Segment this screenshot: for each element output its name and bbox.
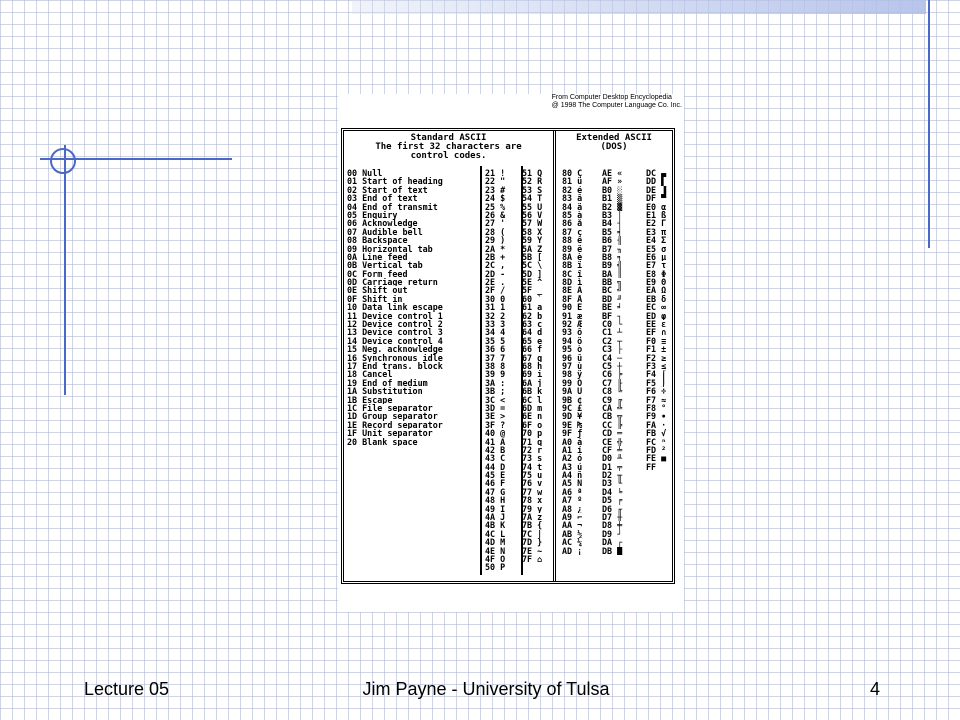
list-item: AE « xyxy=(602,169,623,178)
list-item: 09 Horizontal tab xyxy=(347,244,433,253)
list-item: 9F ƒ xyxy=(562,429,583,438)
list-item: 19 End of medium xyxy=(347,378,428,388)
list-item: 67 g xyxy=(522,353,543,362)
list-item: 5B [ xyxy=(522,252,543,262)
list-item: CC ╠ xyxy=(602,420,623,430)
list-item: D4 ╘ xyxy=(602,487,623,497)
list-item: FE ■ xyxy=(646,454,667,463)
list-item: A5 Ñ xyxy=(562,479,583,488)
list-item: A1 í xyxy=(562,445,583,455)
list-item: CF ╧ xyxy=(602,445,623,455)
list-item: 60 ` xyxy=(522,294,543,304)
list-item: A8 ¿ xyxy=(562,504,583,514)
list-item: 72 r xyxy=(522,445,543,455)
list-item: 37 7 xyxy=(485,353,506,362)
list-item: 88 ê xyxy=(562,236,583,245)
list-item: 9E ₧ xyxy=(562,420,583,430)
list-item: 8A è xyxy=(562,252,583,262)
list-item: 22 " xyxy=(485,177,506,186)
list-item: 7B { xyxy=(522,521,543,530)
extended-ascii-title: Extended ASCII xyxy=(576,133,652,143)
list-item: 7F ⌂ xyxy=(522,554,543,564)
list-item: A9 ⌐ xyxy=(562,513,583,522)
list-item: 2A * xyxy=(485,244,506,253)
list-item: 28 ( xyxy=(485,227,506,237)
list-item: 2B + xyxy=(485,252,506,262)
list-item: 17 End trans. block xyxy=(347,361,443,371)
list-item: 74 t xyxy=(522,462,543,472)
list-item: EF ∩ xyxy=(646,328,667,337)
list-item: 05 Enquiry xyxy=(347,210,398,220)
ascii-figure xyxy=(338,94,684,612)
list-item: E1 ß xyxy=(646,210,667,220)
list-item: 1B Escape xyxy=(347,395,393,404)
list-item: DB █ xyxy=(602,546,623,555)
list-item: 9D ¥ xyxy=(562,412,583,421)
list-item: 9A Ü xyxy=(562,387,583,396)
list-item: 7E ~ xyxy=(522,546,543,555)
list-item: 18 Cancel xyxy=(347,370,393,379)
list-item: EC ∞ xyxy=(646,303,667,312)
list-item: 26 & xyxy=(485,210,506,220)
list-item: 3C < xyxy=(485,395,506,404)
list-item: 1F Unit separator xyxy=(347,429,433,438)
list-item: 61 a xyxy=(522,303,543,312)
list-item: FC ⁿ xyxy=(646,437,667,446)
list-item: F9 ∙ xyxy=(646,412,667,421)
list-item: 21 ! xyxy=(485,169,506,178)
list-item: 2D - xyxy=(485,269,506,279)
list-item: F1 ± xyxy=(646,345,667,354)
footer-center: Jim Payne - University of Tulsa xyxy=(362,679,610,699)
list-item: 0D Carriage return xyxy=(347,278,438,287)
list-item: 0C Form feed xyxy=(347,269,408,279)
list-item: 0B Vertical tab xyxy=(347,261,423,270)
list-item: 07 Audible bell xyxy=(347,227,423,237)
list-item: C6 ╞ xyxy=(602,370,623,379)
list-item: EB δ xyxy=(646,294,667,304)
list-item: 3F ? xyxy=(485,420,506,430)
list-item: 81 ü xyxy=(562,177,583,186)
list-item: 23 # xyxy=(485,185,506,195)
list-item: 56 V xyxy=(522,210,543,220)
list-item: B3 │ xyxy=(602,210,623,220)
list-item: 48 H xyxy=(485,496,506,505)
list-item: B8 ╕ xyxy=(602,252,623,262)
list-item: D8 ╪ xyxy=(602,521,623,530)
list-item: 3B ; xyxy=(485,387,506,396)
list-item: E7 τ xyxy=(646,261,667,270)
list-item: 51 Q xyxy=(522,169,543,178)
list-item: DD ▌ xyxy=(646,177,667,186)
list-item: 6C l xyxy=(522,395,543,404)
list-item: 45 E xyxy=(485,471,506,480)
control-code-list xyxy=(347,169,480,446)
list-item: 3D = xyxy=(485,403,506,413)
list-item: 92 Æ xyxy=(562,320,583,329)
list-item: 85 à xyxy=(562,210,583,220)
list-item: BD ╜ xyxy=(602,294,623,304)
list-item: 38 8 xyxy=(485,361,506,371)
list-item: F3 ≤ xyxy=(646,361,667,371)
list-item: A7 º xyxy=(562,496,583,505)
list-item: 70 p xyxy=(522,429,543,438)
top-gradient-bar xyxy=(352,0,926,14)
list-item: 43 C xyxy=(485,454,506,463)
list-item: 41 A xyxy=(485,437,506,446)
list-item: D3 ╙ xyxy=(602,479,623,488)
list-item: 53 S xyxy=(522,185,543,195)
list-item: 87 ç xyxy=(562,227,583,237)
list-item: E5 σ xyxy=(646,244,667,253)
list-item: 54 T xyxy=(522,194,543,203)
list-item: 20 Blank space xyxy=(347,437,418,446)
list-item: 06 Acknowledge xyxy=(347,219,418,228)
list-item: 15 Neg. acknowledge xyxy=(347,345,443,354)
list-item: 30 0 xyxy=(485,294,506,304)
list-item: 2F / xyxy=(485,286,506,295)
list-item: 42 B xyxy=(485,445,506,455)
list-item: 4F O xyxy=(485,554,506,564)
list-item: 8C î xyxy=(562,269,583,279)
list-item: 68 h xyxy=(522,361,543,371)
standard-ascii-title: Standard ASCII xyxy=(410,133,487,143)
list-item: 59 Y xyxy=(522,236,543,245)
list-item: FD ² xyxy=(646,445,667,455)
list-item: B0 ░ xyxy=(602,185,623,195)
figure-credit xyxy=(552,94,682,110)
list-item: ED φ xyxy=(646,311,667,321)
list-item: 16 Synchronous idle xyxy=(347,353,443,362)
list-item: AC ¼ xyxy=(562,538,583,547)
list-item: 62 b xyxy=(522,311,543,321)
list-item: 80 Ç xyxy=(562,169,583,178)
list-item: 8B ï xyxy=(562,261,583,270)
list-item: 03 End of text xyxy=(347,194,418,203)
list-item: E3 π xyxy=(646,227,667,237)
standard-ascii-subtitle-2: control codes. xyxy=(410,151,487,161)
list-item: E6 µ xyxy=(646,252,667,262)
list-item: C1 ┴ xyxy=(602,328,623,337)
list-item: B5 ╡ xyxy=(602,227,623,237)
list-item: 93 ô xyxy=(562,328,583,337)
list-item: BB ╗ xyxy=(602,278,623,287)
list-item: 1C File separator xyxy=(347,403,433,413)
list-item: B2 ▓ xyxy=(602,202,623,211)
list-item: DA ┌ xyxy=(602,538,623,547)
list-item: 77 w xyxy=(522,487,543,497)
list-item: 6B k xyxy=(522,387,543,396)
list-item: C7 ╟ xyxy=(602,378,623,388)
list-item: A6 ª xyxy=(562,487,583,497)
list-item: C0 └ xyxy=(602,320,623,329)
list-item: AB ½ xyxy=(562,529,583,539)
list-item: 6F o xyxy=(522,420,543,430)
list-item: 89 ë xyxy=(562,244,583,253)
extended-ascii-subtitle: (DOS) xyxy=(600,142,628,152)
page-number: 4 xyxy=(870,679,881,699)
list-item: 64 d xyxy=(522,328,543,337)
list-item: 97 ù xyxy=(562,361,583,371)
list-item: 35 5 xyxy=(485,336,506,346)
list-item: 24 $ xyxy=(485,194,506,203)
list-item: 58 X xyxy=(522,227,543,237)
list-item: 57 W xyxy=(522,219,543,228)
list-item: EE ε xyxy=(646,320,667,329)
list-item: A3 ú xyxy=(562,462,583,472)
standard-ascii-panel xyxy=(344,131,556,581)
list-item: C3 ├ xyxy=(602,345,623,354)
list-item: 4C L xyxy=(485,529,506,539)
list-item: FF xyxy=(646,462,662,472)
list-item: 73 s xyxy=(522,454,543,463)
list-item: 5D ] xyxy=(522,269,543,279)
standard-ascii-subtitle-1: The first 32 characters are xyxy=(375,142,522,152)
list-item: 6D m xyxy=(522,403,543,413)
left-circle-ornament xyxy=(50,148,76,174)
list-item: 6E n xyxy=(522,412,543,421)
list-item: 76 v xyxy=(522,479,543,488)
list-item: 96 û xyxy=(562,353,583,362)
list-item: F6 ÷ xyxy=(646,387,667,396)
list-item: 01 Start of heading xyxy=(347,177,443,186)
list-item: C4 ─ xyxy=(602,353,623,362)
standard-ascii-header xyxy=(344,134,553,161)
list-item: 27 ' xyxy=(485,219,506,228)
list-item: A2 ó xyxy=(562,454,583,463)
list-item: 66 f xyxy=(522,345,543,354)
list-item: 47 G xyxy=(485,487,506,497)
extended-ascii-column-3 xyxy=(646,169,676,471)
list-item: 10 Data link escape xyxy=(347,303,443,312)
list-item: 2C , xyxy=(485,261,506,270)
list-item: B7 ╖ xyxy=(602,244,623,253)
list-item: 50 P xyxy=(485,563,506,572)
list-item: D2 ╥ xyxy=(602,471,623,480)
list-item: 32 2 xyxy=(485,311,506,321)
list-item: F5 ⌡ xyxy=(646,378,667,388)
list-item: 33 3 xyxy=(485,320,506,329)
list-item: 5A Z xyxy=(522,244,543,253)
footer-left: Lecture 05 xyxy=(84,679,170,699)
list-item: 4D M xyxy=(485,538,506,547)
list-item: 65 e xyxy=(522,336,543,346)
list-item: 84 ä xyxy=(562,202,583,211)
list-item: 4A J xyxy=(485,513,506,522)
list-item: 08 Backspace xyxy=(347,236,408,245)
list-item: 0E Shift out xyxy=(347,286,408,295)
list-item: DE ▐ xyxy=(646,185,667,195)
list-item: 63 c xyxy=(522,320,543,329)
list-item: EA Ω xyxy=(646,286,667,295)
list-item: 91 æ xyxy=(562,311,583,321)
list-item: 5E ^ xyxy=(522,278,543,287)
list-item: 11 Device control 1 xyxy=(347,311,443,321)
list-item: 4E N xyxy=(485,546,506,555)
list-item: 69 i xyxy=(522,370,543,379)
printable-ascii-column-2 xyxy=(519,169,555,563)
list-item: 9B ¢ xyxy=(562,395,583,404)
list-item: 39 9 xyxy=(485,370,506,379)
list-item: D5 ╒ xyxy=(602,496,623,505)
list-item: 4B K xyxy=(485,521,506,530)
list-item: 8E Ä xyxy=(562,286,583,295)
list-item: 52 R xyxy=(522,177,543,186)
list-item: 71 q xyxy=(522,437,543,446)
list-item: BC ╝ xyxy=(602,286,623,295)
list-item: 25 % xyxy=(485,202,506,211)
extended-ascii-column-2 xyxy=(602,169,640,555)
list-item: FA · xyxy=(646,420,667,430)
list-item: BF ┐ xyxy=(602,311,623,321)
list-item: CE ╬ xyxy=(602,437,623,446)
list-item: 86 å xyxy=(562,219,583,228)
list-item: 7C | xyxy=(522,529,543,539)
list-item: DF ▀ xyxy=(646,194,667,203)
list-item: 12 Device control 2 xyxy=(347,320,443,329)
list-item: 3A : xyxy=(485,378,506,388)
list-item: 83 â xyxy=(562,194,583,203)
list-item: 7D } xyxy=(522,538,543,547)
list-item: FB √ xyxy=(646,429,667,438)
list-item: E4 Σ xyxy=(646,236,667,245)
list-item: 14 Device control 4 xyxy=(347,336,443,346)
list-item: 82 é xyxy=(562,185,583,195)
list-item: B9 ╣ xyxy=(602,261,623,270)
list-item: 49 I xyxy=(485,504,506,514)
list-item: 1A Substitution xyxy=(347,387,423,396)
list-item: D6 ╓ xyxy=(602,504,623,514)
list-item: DC ▄ xyxy=(646,169,667,178)
list-item: C5 ┼ xyxy=(602,361,623,371)
list-item: 13 Device control 3 xyxy=(347,328,443,337)
list-item: 02 Start of text xyxy=(347,185,428,195)
list-item: 0F Shift in xyxy=(347,294,403,304)
list-item: 6A j xyxy=(522,378,543,388)
list-item: A0 á xyxy=(562,437,583,446)
list-item: 44 D xyxy=(485,462,506,472)
list-item: 3E > xyxy=(485,412,506,421)
list-item: E9 Θ xyxy=(646,278,667,287)
list-item: F2 ≥ xyxy=(646,353,667,362)
left-vertical-rule xyxy=(64,145,66,395)
list-item: 78 x xyxy=(522,496,543,505)
list-item: CA ╩ xyxy=(602,403,623,413)
list-item: 34 4 xyxy=(485,328,506,337)
list-item: 8D ì xyxy=(562,278,583,287)
list-item: 1E Record separator xyxy=(347,420,443,430)
list-item: F8 ° xyxy=(646,403,667,413)
list-item: CB ╦ xyxy=(602,412,623,421)
list-item: F7 ≈ xyxy=(646,395,667,404)
list-item: 7A z xyxy=(522,513,543,522)
list-item: 9C £ xyxy=(562,403,583,413)
list-item: 46 F xyxy=(485,479,506,488)
list-item: 31 1 xyxy=(485,303,506,312)
printable-ascii-column-1 xyxy=(480,166,523,575)
list-item: BA ║ xyxy=(602,269,623,279)
list-item: 04 End of transmit xyxy=(347,202,438,211)
extended-ascii-column-1 xyxy=(562,169,596,555)
list-item: B6 ╢ xyxy=(602,236,623,245)
list-item: E2 Γ xyxy=(646,219,667,228)
list-item: B1 ▒ xyxy=(602,194,623,203)
list-item: AF » xyxy=(602,177,623,186)
extended-ascii-panel xyxy=(556,131,672,581)
list-item: 79 y xyxy=(522,504,543,514)
list-item: D1 ╤ xyxy=(602,462,623,472)
list-item: 8F Å xyxy=(562,294,583,304)
list-item: C9 ╔ xyxy=(602,395,623,404)
list-item: 00 Null xyxy=(347,169,383,178)
list-item: AA ¬ xyxy=(562,521,583,530)
list-item: D9 ┘ xyxy=(602,529,623,539)
list-item: 75 u xyxy=(522,471,543,480)
ascii-table xyxy=(341,128,675,584)
list-item: CD ═ xyxy=(602,429,623,438)
list-item: F0 ≡ xyxy=(646,336,667,346)
list-item: 90 É xyxy=(562,303,583,312)
credit-line-2: @ 1998 The Computer Language Co. Inc. xyxy=(551,102,682,109)
list-item: B4 ┤ xyxy=(602,219,623,228)
list-item: 5C \ xyxy=(522,261,543,270)
list-item: 94 ö xyxy=(562,336,583,346)
list-item: 55 U xyxy=(522,202,543,211)
list-item: BE ╛ xyxy=(602,303,623,312)
list-item: 98 ÿ xyxy=(562,370,583,379)
list-item: 29 ) xyxy=(485,236,506,245)
list-item: D7 ╫ xyxy=(602,513,623,522)
credit-line-1: From Computer Desktop Encyclopedia xyxy=(551,94,672,101)
list-item: 5F _ xyxy=(522,286,543,295)
extended-ascii-header xyxy=(556,134,672,152)
list-item: 95 ò xyxy=(562,345,583,354)
list-item: 36 6 xyxy=(485,345,506,354)
list-item: 40 @ xyxy=(485,429,506,438)
list-item: A4 ñ xyxy=(562,471,583,480)
list-item: F4 ⌠ xyxy=(646,370,667,379)
list-item: 2E . xyxy=(485,278,506,287)
list-item: 99 Ö xyxy=(562,378,583,388)
right-vertical-rule xyxy=(928,0,930,248)
list-item: AD ¡ xyxy=(562,546,583,555)
list-item: E8 Φ xyxy=(646,269,667,279)
list-item: 1D Group separator xyxy=(347,412,438,421)
list-item: E0 α xyxy=(646,202,667,211)
list-item: 0A Line feed xyxy=(347,252,408,262)
list-item: C8 ╚ xyxy=(602,387,623,396)
list-item: C2 ┬ xyxy=(602,336,623,346)
list-item: D0 ╨ xyxy=(602,454,623,463)
